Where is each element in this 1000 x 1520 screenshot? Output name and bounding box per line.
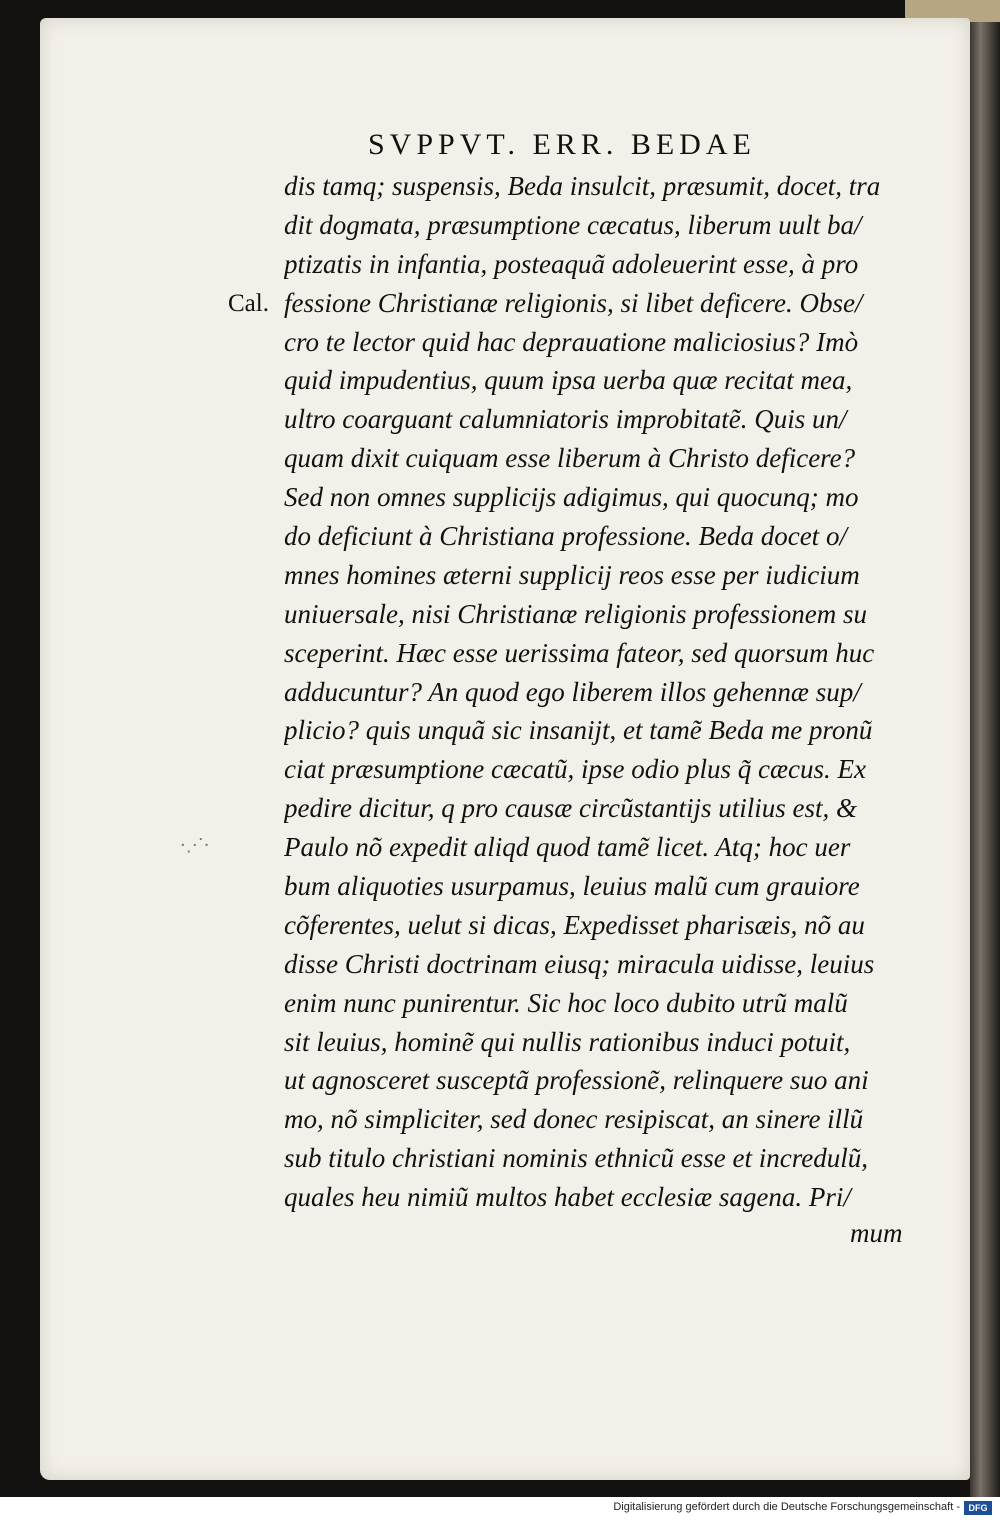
text-line: dis tamq; suspensis, Beda insulcit, præsumit, docet, tra	[284, 171, 881, 201]
marginal-note: Cal.	[228, 290, 269, 317]
text-line: ut agnosceret susceptã professionẽ, relinquere suo ani	[284, 1065, 869, 1096]
text-line: ultro coarguant calumniatoris improbitatẽ. Quis un/	[284, 404, 847, 435]
text-line: mnes homines æterni supplicij reos esse per iudicium	[284, 559, 860, 590]
text-line: mo, nõ simpliciter, sed donec resipiscat, an sinere illũ	[284, 1104, 864, 1135]
text-line: plicio? quis unquã sic insanijt, et tamẽ Beda me pronũ	[284, 715, 873, 746]
text-line: quam dixit cuiquam esse liberum à Christo deficere?	[284, 443, 856, 474]
text-line: adducuntur? An quod ego liberem illos gehennæ sup/	[284, 676, 861, 707]
text-line: enim nunc punirentur. Sic hoc loco dubito utrũ malũ	[284, 987, 848, 1018]
marginal-mark-icon: ·⋰·	[180, 835, 210, 856]
text-line: quales heu nimiũ multos habet ecclesiæ sagena. Pri/	[284, 1182, 851, 1213]
text-line: cõferentes, uelut si dicas, Expedisset pharisæis, nõ au	[284, 909, 865, 940]
footer-bar	[0, 1497, 1000, 1520]
page-edge	[970, 0, 1000, 1497]
text-line: sub titulo christiani nominis ethnicũ esse et incredulũ,	[284, 1143, 868, 1174]
text-line: bum aliquoties usurpamus, leuius malũ cum grauiore	[284, 871, 860, 902]
text-line: sit leuius, hominẽ qui nullis rationibus induci potuit,	[284, 1026, 851, 1057]
text-line: dit dogmata, præsumptione cæcatus, liberum uult ba/	[284, 209, 862, 240]
text-line: cro te lector quid hac deprauatione maliciosius? Imò	[284, 326, 859, 357]
text-line: quid impudentius, quum ipsa uerba quæ recitat mea,	[284, 365, 853, 396]
dfg-logo-icon: DFG	[964, 1501, 992, 1515]
text-line: ptizatis in infantia, posteaquã adoleuerint esse, à pro	[284, 248, 859, 279]
text-line: disse Christi doctrinam eiusq; miracula uidisse, leuius	[284, 948, 875, 979]
text-line: pedire dicitur, q pro causæ circũstantijs utilius est, &	[284, 793, 857, 824]
catchword: mum	[850, 1218, 903, 1248]
text-line: fessione Christianæ religionis, si libet deficere. Obse/	[284, 287, 863, 318]
text-line: sceperint. Hæc esse uerissima fateor, sed quorsum huc	[284, 637, 875, 668]
text-line: ciat præsumptione cæcatũ, ipse odio plus q̃ cæcus. Ex	[284, 754, 866, 785]
body-text	[284, 167, 924, 1217]
text-line: Paulo nõ expedit aliqd quod tamẽ licet. Atq; hoc uer	[284, 832, 851, 863]
text-line: uniuersale, nisi Christianæ religionis professionem su	[284, 598, 868, 629]
text-line: do deficiunt à Christiana professione. Beda docet o/	[284, 521, 847, 552]
text-line: Sed non omnes supplicijs adigimus, qui quocunq; mo	[284, 482, 859, 513]
running-header: SVPPVT. ERR. BEDAE	[368, 128, 756, 161]
footer-credit: Digitalisierung gefördert durch die Deutsche Forschungsgemeinschaft -	[613, 1501, 960, 1513]
